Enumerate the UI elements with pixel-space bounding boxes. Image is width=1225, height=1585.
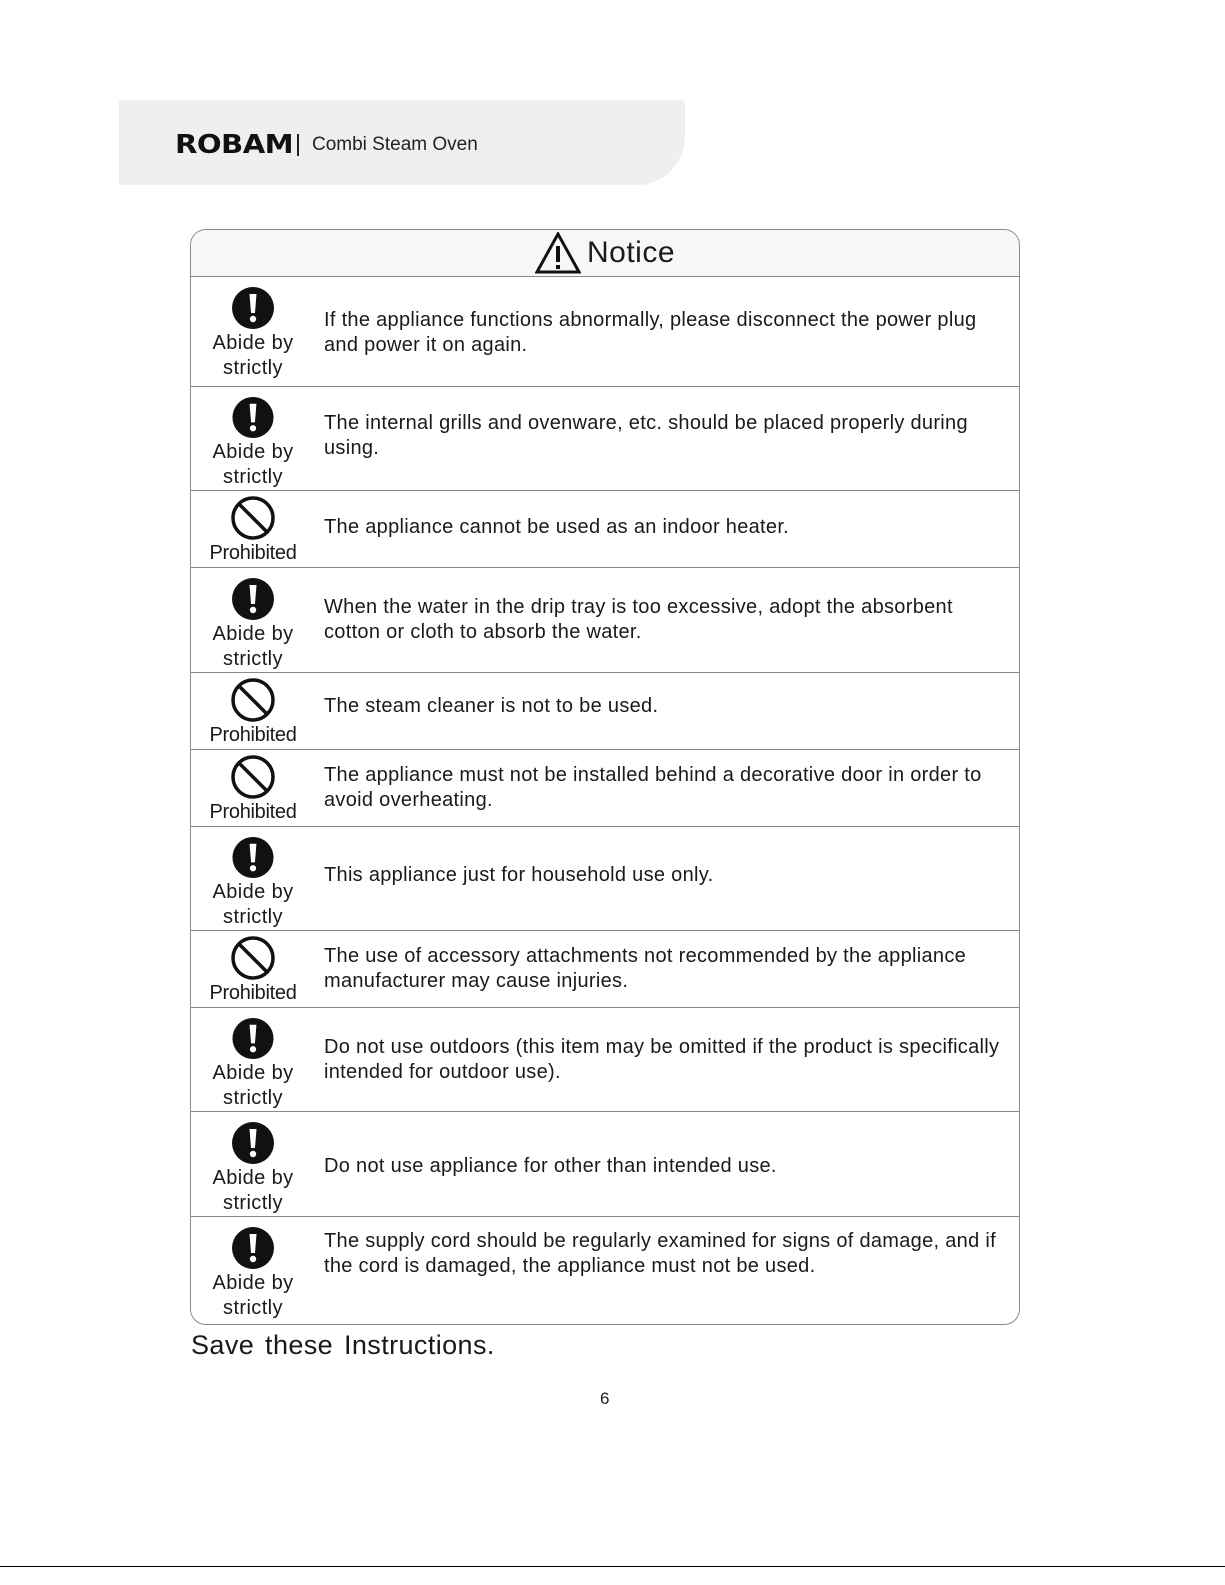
notice-row-icon-cell [191, 387, 315, 490]
page-number: 6 [600, 1389, 610, 1408]
notice-row [191, 931, 1019, 1008]
prohibited-label: Prohibited [209, 982, 297, 1004]
notice-row-text: Do not use appliance for other than intended use. [324, 1155, 777, 1177]
notice-row [191, 277, 1019, 387]
mandatory-exclamation-icon [230, 1016, 276, 1061]
notice-row-icon-cell [191, 1112, 315, 1216]
notice-row-icon-cell [191, 750, 315, 826]
prohibited-icon [230, 935, 276, 981]
notice-row-text: The appliance cannot be used as an indoor heater. [324, 516, 790, 538]
abide-label: Abide by strictly [212, 441, 294, 488]
notice-header [191, 230, 1019, 277]
notice-row-text: The appliance must not be installed behind a decorative door in order to avoid overheating. [324, 764, 982, 811]
save-instructions-text: Save these Instructions. [191, 1330, 495, 1360]
notice-row [191, 673, 1019, 750]
notice-row [191, 1008, 1019, 1112]
notice-row [191, 750, 1019, 827]
notice-row-text: The internal grills and ovenware, etc. should be placed properly during using. [324, 412, 968, 459]
prohibited-icon [230, 754, 276, 800]
header-divider [297, 134, 299, 156]
notice-row-icon-cell [191, 673, 315, 749]
product-name: Combi Steam Oven [312, 134, 478, 155]
notice-row-text: The use of accessory attachments not recommended by the appliance manufacturer may cause injuries. [324, 945, 967, 992]
notice-row [191, 568, 1019, 673]
notice-row [191, 1112, 1019, 1217]
warning-triangle-icon [535, 232, 581, 274]
notice-rows [191, 277, 1019, 1323]
abide-label: Abide by strictly [212, 623, 294, 670]
brand-logo: ROBAM [175, 130, 294, 160]
notice-row [191, 827, 1019, 931]
notice-row [191, 387, 1019, 491]
mandatory-exclamation-icon [230, 576, 276, 622]
mandatory-exclamation-icon [230, 285, 276, 331]
mandatory-exclamation-icon [230, 395, 276, 440]
notice-row-text: The supply cord should be regularly examined for signs of damage, and if the cord is damaged, the appliance must not be used. [324, 1230, 996, 1277]
mandatory-exclamation-icon [230, 1120, 276, 1166]
notice-row-text: Do not use outdoors (this item may be omitted if the product is specifically intended for outdoor use). [324, 1036, 1000, 1083]
page-bottom-rule [0, 1566, 1225, 1567]
notice-title: Notice [586, 236, 676, 269]
notice-table [190, 229, 1020, 1325]
notice-row-text: The steam cleaner is not to be used. [324, 695, 659, 717]
notice-row-icon-cell [191, 1008, 315, 1111]
notice-row-icon-cell [191, 277, 315, 386]
abide-label: Abide by strictly [212, 1272, 294, 1319]
notice-row [191, 491, 1019, 568]
notice-row-icon-cell [191, 1217, 315, 1323]
notice-row-icon-cell [191, 568, 315, 672]
notice-row [191, 1217, 1019, 1323]
notice-row-text: This appliance just for household use only. [324, 864, 714, 886]
prohibited-label: Prohibited [209, 542, 297, 564]
prohibited-icon [230, 677, 276, 723]
notice-row-icon-cell [191, 827, 315, 930]
notice-row-icon-cell [191, 931, 315, 1007]
notice-row-icon-cell [191, 491, 315, 567]
prohibited-label: Prohibited [209, 801, 297, 823]
mandatory-exclamation-icon [230, 1225, 276, 1271]
prohibited-icon [230, 495, 276, 541]
abide-label: Abide by strictly [212, 332, 294, 379]
abide-label: Abide by strictly [212, 881, 294, 928]
mandatory-exclamation-icon [230, 835, 276, 880]
abide-label: Abide by strictly [212, 1167, 294, 1214]
notice-row-text: If the appliance functions abnormally, please disconnect the power plug and power it on again. [324, 309, 977, 356]
notice-row-text: When the water in the drip tray is too excessive, adopt the absorbent cotton or cloth to absorb the water. [324, 596, 953, 643]
prohibited-label: Prohibited [209, 724, 297, 746]
abide-label: Abide by strictly [212, 1062, 294, 1109]
